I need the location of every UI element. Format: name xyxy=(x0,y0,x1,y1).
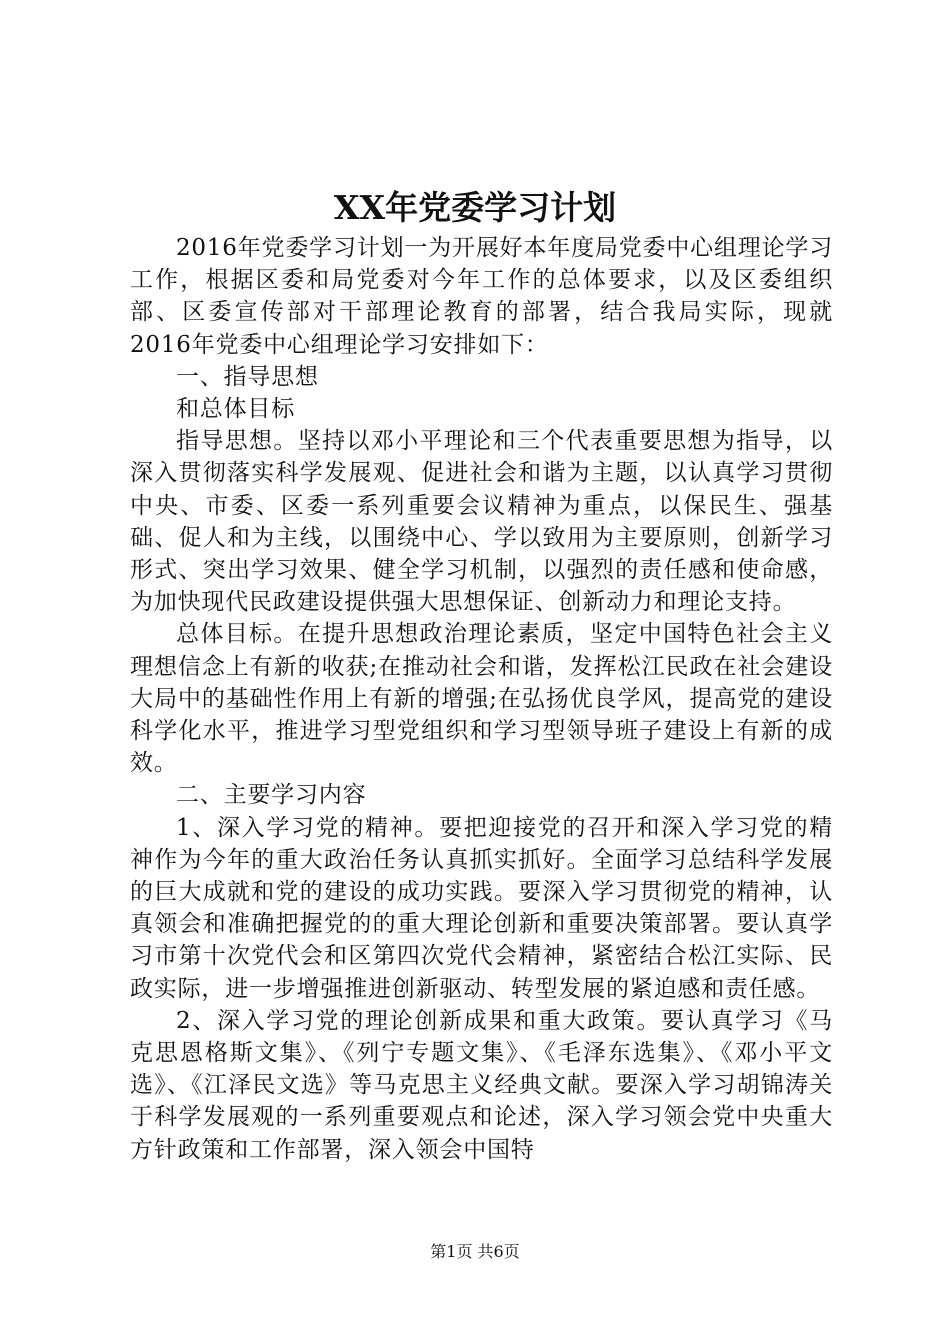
page-number-footer: 第1页 共6页 xyxy=(430,1242,520,1261)
intro-paragraph: 2016年党委学习计划一为开展好本年度局党委中心组理论学习工作，根据区委和局党委对今年工作的总体要求，以及区委组织部、区委宣传部对干部理论教育的部署，结合我局实际，现就2016年党委中心组理论学习安排如下： xyxy=(130,235,833,358)
overall-goal-paragraph: 总体目标。在提升思想政治理论素质，坚定中国特色社会主义理想信念上有新的收获;在推动社会和谐，发挥松江民政在社会建设大局中的基础性作用上有新的增强;在弘扬优良学风，提高党的建设科学化水平，推进学习型党组织和学习型领导班子建设上有新的成效。 xyxy=(130,621,833,777)
study-item-2-paragraph: 2、深入学习党的理论创新成果和重大政策。要认真学习《马克思恩格斯文集》、《列宁专题文集》、《毛泽东选集》、《邓小平文选》、《江泽民文选》等马克思主义经典文献。要深入学习胡锦涛关于科学发展观的一系列重要观点和论述，深入学习领会党中央重大方针政策和工作部署，深入领会中国特 xyxy=(130,1007,833,1163)
document-title: XX年党委学习计划 xyxy=(333,188,617,227)
document-body xyxy=(130,232,833,1166)
section-heading-2: 二、主要学习内容 xyxy=(176,782,367,809)
section-heading-1: 一、指导思想 xyxy=(176,363,319,390)
guiding-thought-paragraph: 指导思想。坚持以邓小平理论和三个代表重要思想为指导，以深入贯彻落实科学发展观、促进社会和谐为主题，以认真学习贯彻中央、市委、区委一系列重要会议精神为重点，以保民生、强基础、促人和为主线，以围绕中心、学以致用为主要原则，创新学习形式、突出学习效果、健全学习机制，以强烈的责任感和使命感，为加快现代民政建设提供强大思想保证、创新动力和理论支持。 xyxy=(130,428,833,616)
section-heading-1-continued: 和总体目标 xyxy=(176,396,295,423)
study-item-1-paragraph: 1、深入学习党的精神。要把迎接党的召开和深入学习党的精神作为今年的重大政治任务认真抓实抓好。全面学习总结科学发展的巨大成就和党的建设的成功实践。要深入学习贯彻党的精神，认真领会和准确把握党的的重大理论创新和重要决策部署。要认真学习市第十次党代会和区第四次党代会精神，紧密结合松江实际、民政实际，进一步增强推进创新驱动、转型发展的紧迫感和责任感。 xyxy=(130,814,833,1002)
